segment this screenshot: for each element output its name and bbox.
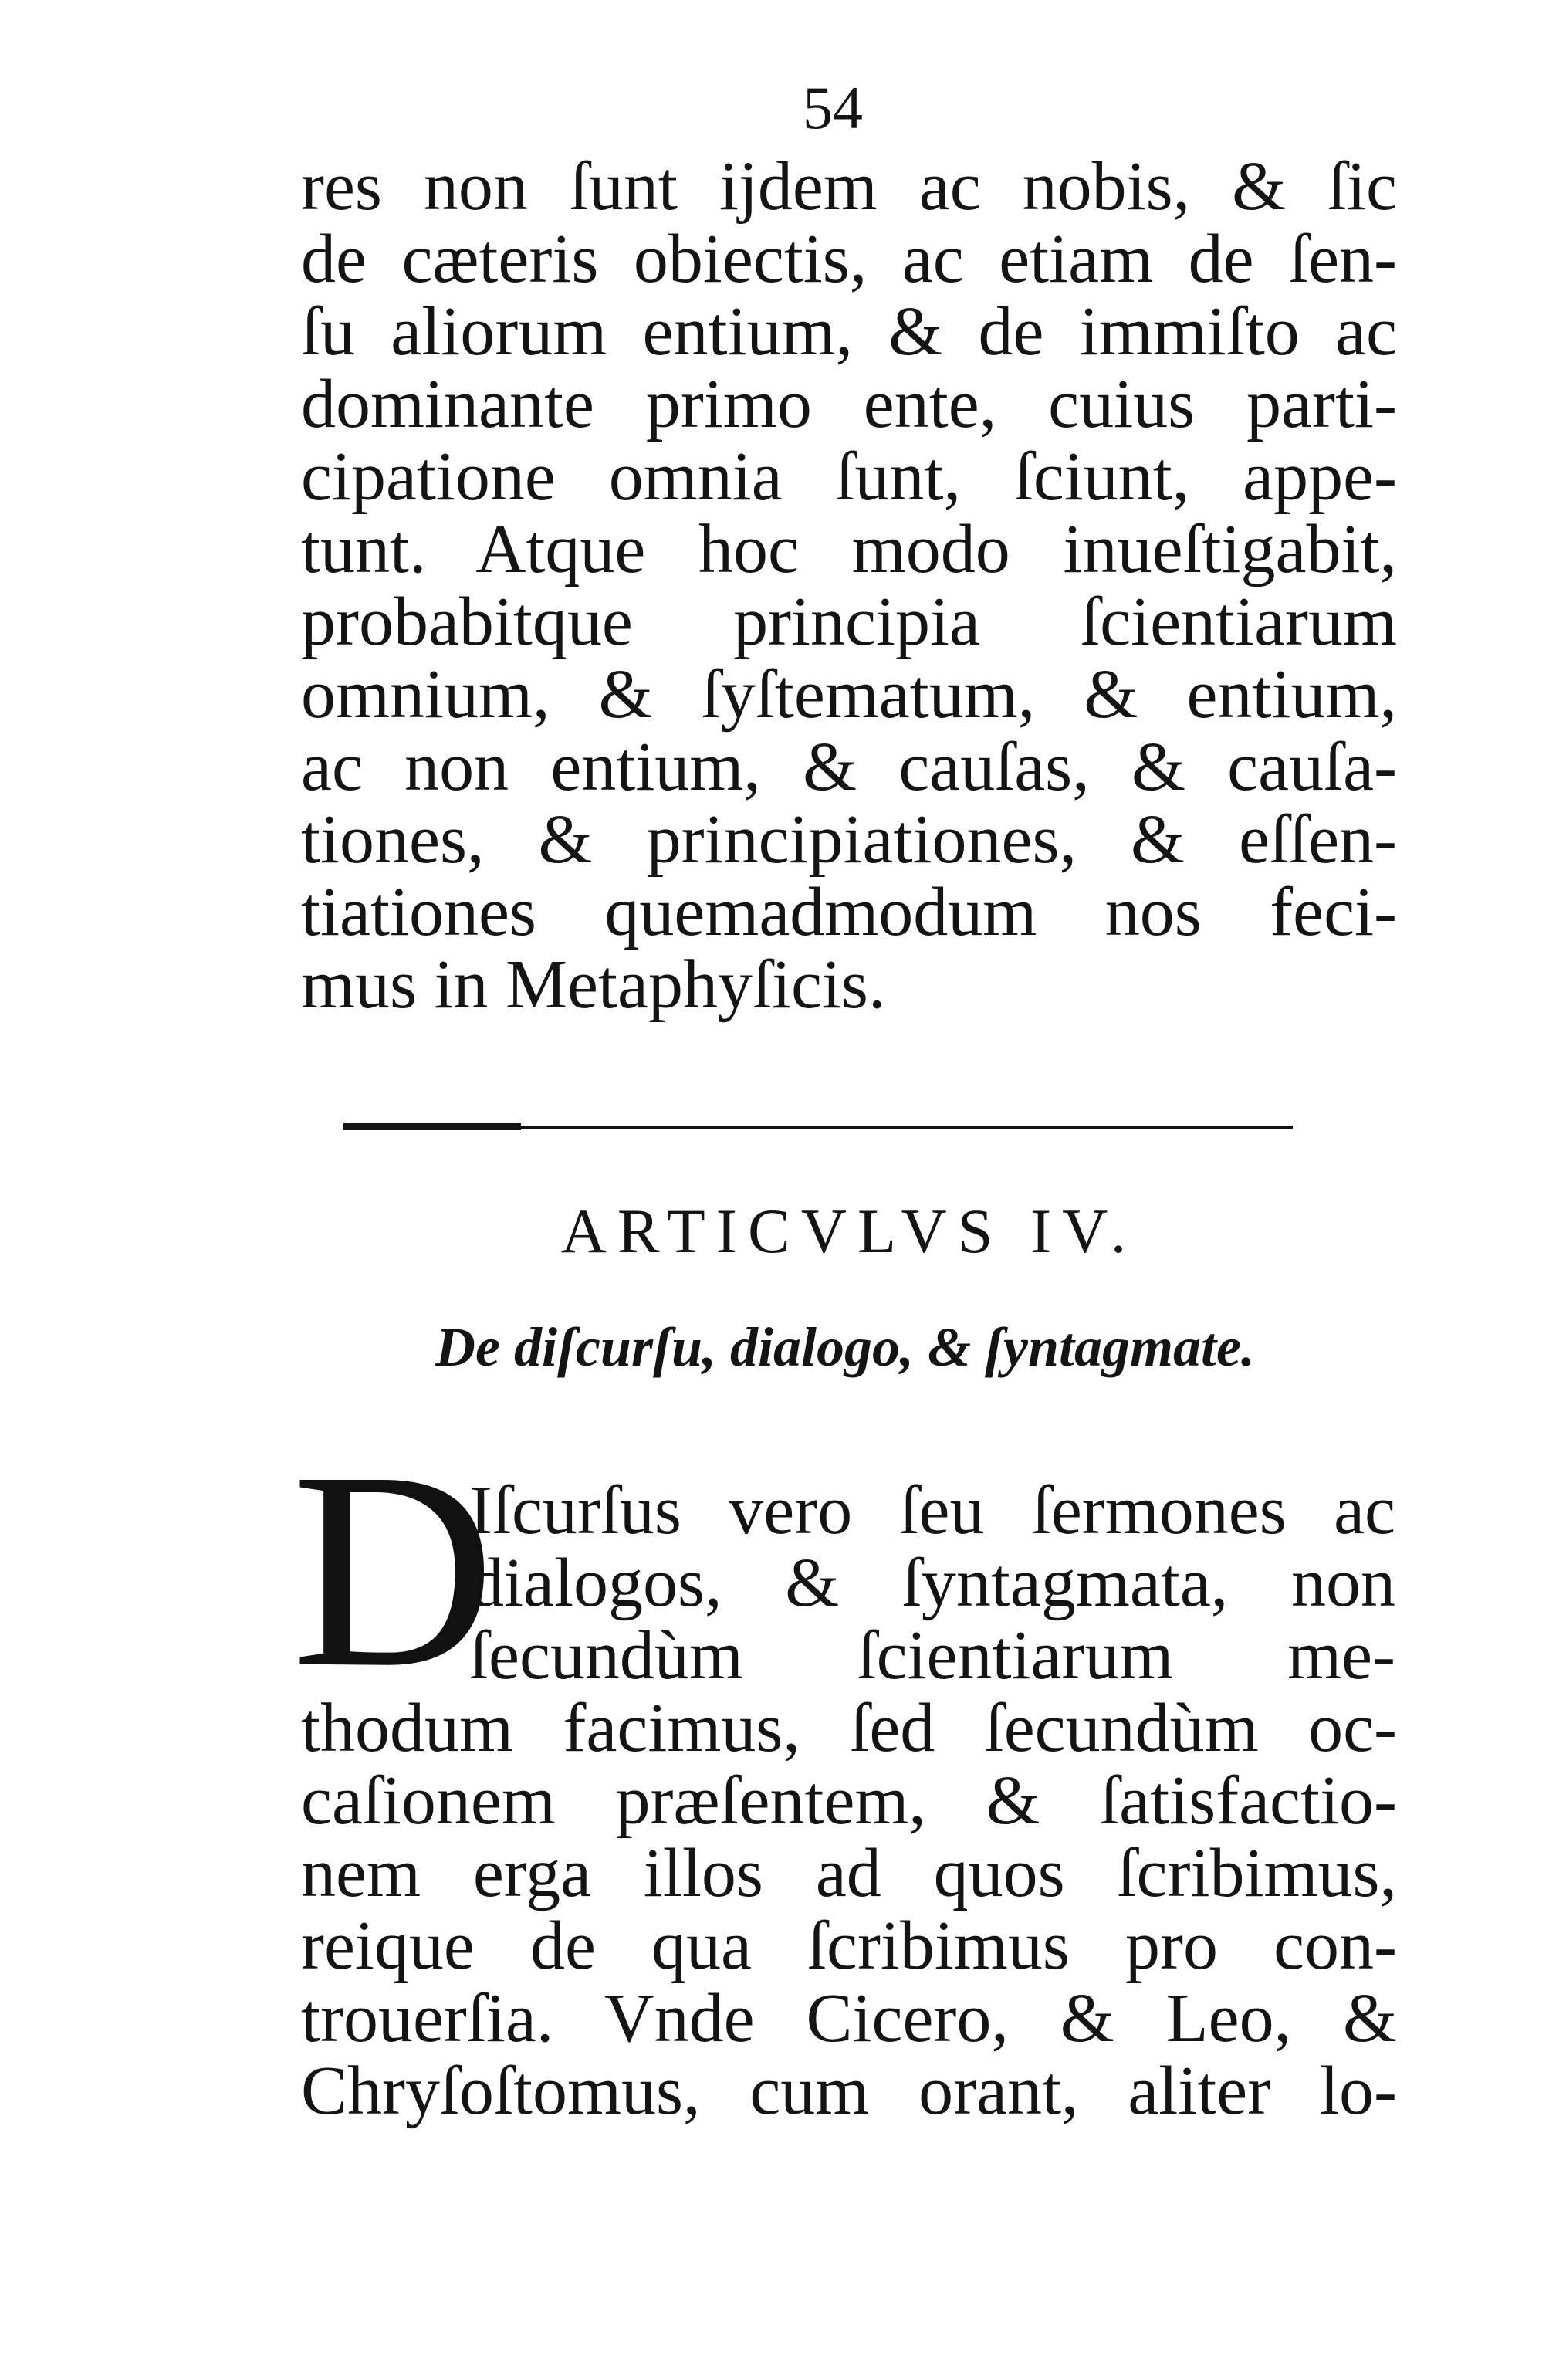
text-line: nem erga illos ad quos ſcribimus, xyxy=(301,1835,1397,1911)
text-line: reique de qua ſcribimus pro con- xyxy=(301,1908,1397,1984)
article-heading: ARTICVLVS IV. xyxy=(560,1196,1138,1266)
text-line-last: mus in Metaphyſicis. xyxy=(301,946,886,1023)
text-line: de cæteris obiectis, ac etiam de ſen- xyxy=(301,221,1397,297)
text-line: dominante primo ente, cuius parti- xyxy=(301,366,1397,442)
text-line: cipatione omnia ſunt, ſciunt, appe- xyxy=(301,438,1397,515)
text-line: Chryſoſtomus, cum orant, aliter lo- xyxy=(301,2053,1397,2129)
drop-cap-initial: D xyxy=(292,1413,495,1725)
text-line: dialogos, & ſyntagmata, non xyxy=(469,1545,1395,1621)
text-line: caſionem præſentem, & ſatisfactio- xyxy=(301,1762,1397,1839)
section-divider-rule xyxy=(343,1126,1293,1129)
paragraph-continued xyxy=(301,148,1397,1023)
article-subtitle: De diſcurſu, dialogo, & ſyntagmate. xyxy=(435,1316,1255,1378)
text-line: ſu aliorum entium, & de immiſto ac xyxy=(301,293,1397,370)
page-number: 54 xyxy=(803,74,863,141)
text-line: ſecundùm ſcientiarum me- xyxy=(469,1617,1395,1694)
text-line: thodum facimus, ſed ſecundùm oc- xyxy=(301,1690,1397,1766)
text-line: probabitque principia ſcientiarum xyxy=(301,584,1397,660)
text-line: tiones, & principiationes, & eſſen- xyxy=(301,801,1397,878)
text-line: trouerſia. Vnde Cicero, & Leo, & xyxy=(301,1980,1397,2057)
text-line: ac non entium, & cauſas, & cauſa- xyxy=(301,729,1397,805)
text-line: Iſcurſus vero ſeu ſermones ac xyxy=(469,1472,1395,1549)
paragraph-full-lines xyxy=(301,1692,1397,2128)
text-line: omnium, & ſyſtematum, & entium, xyxy=(301,656,1397,733)
paragraph-indented-lines xyxy=(469,1474,1395,1692)
text-line: res non ſunt ijdem ac nobis, & ſic xyxy=(301,148,1397,225)
text-line: tiationes quemadmodum nos feci- xyxy=(301,874,1397,950)
text-line: tunt. Atque hoc modo inueſtigabit, xyxy=(301,511,1397,587)
